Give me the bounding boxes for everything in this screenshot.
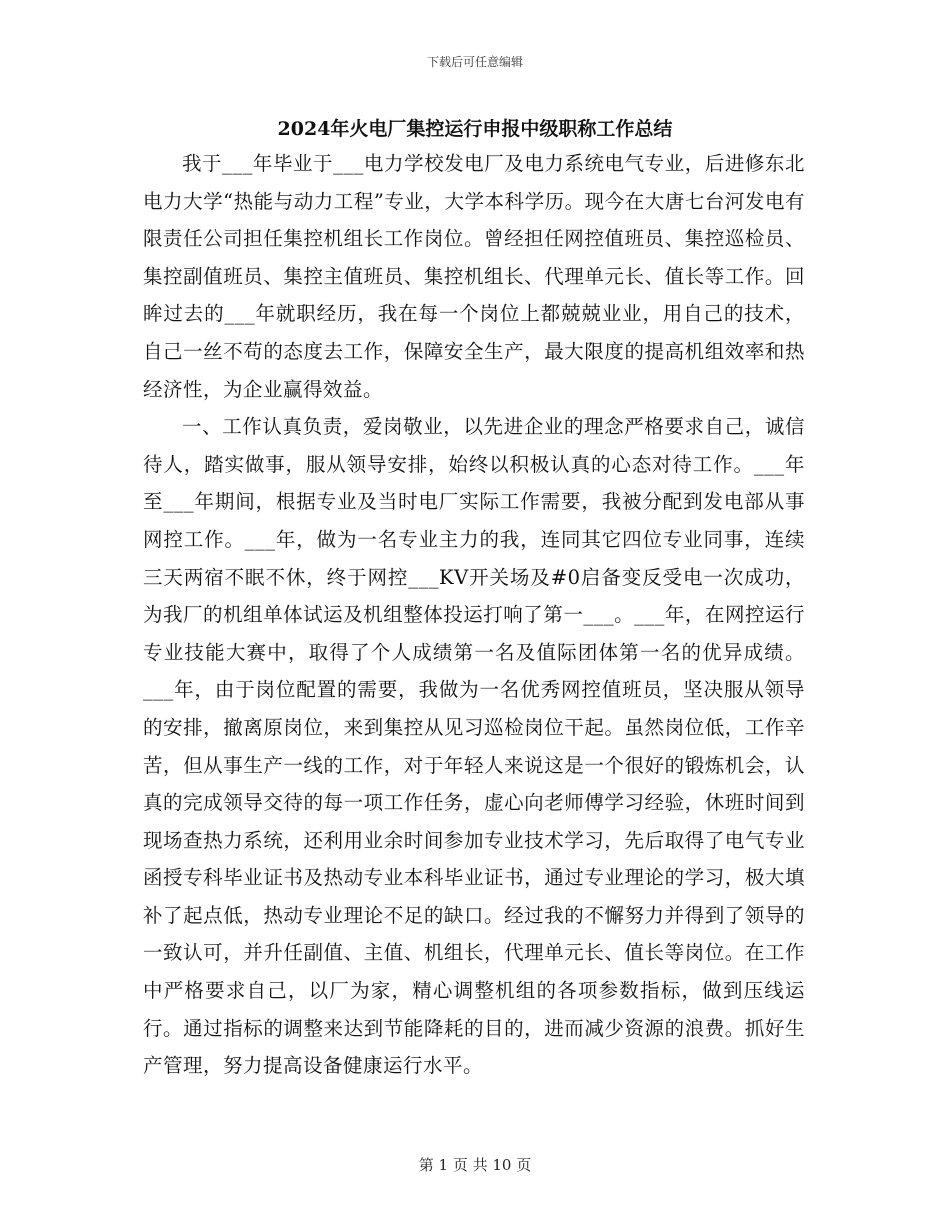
document-title: 2024年火电厂集控运行申报中级职称工作总结 [277,118,673,140]
page-number: 第 1 页 共 10 页 [418,1156,532,1174]
page-header-note: 下载后可任意编辑 [426,55,523,69]
document-body [143,145,805,1085]
paragraph-section-one: 一、工作认真负责，爱岗敬业，以先进企业的理念严格要求自己，诚信待人，踏实做事，服从领导安排，始终以积极认真的心态对待工作。___年至___年期间，根据专业及当时电厂实际工作需要，我被分配到发电部从事网控工作。___年，做为一名专业主力的我，连同其它四位专业同事，连续三天两宿不眠不休，终于网控___KV开关场及#0启备变反受电一次成功，为我厂的机组单体试运及机组整体投运打响了第一___。___年，在网控运行专业技能大赛中，取得了个人成绩第一名及值际团体第一名的优异成绩。___年，由于岗位配置的需要，我做为一名优秀网控值班员，坚决服从领导的安排，撤离原岗位，来到集控从见习巡检岗位干起。虽然岗位低，工作辛苦，但从事生产一线的工作，对于年轻人来说这是一个很好的锻炼机会，认真的完成领导交待的每一项工作任务，虚心向老师傅学习经验，休班时间到现场查热力系统，还利用业余时间参加专业技术学习，先后取得了电气专业函授专科毕业证书及热动专业本科毕业证书，通过专业理论的学习，极大填补了起点低，热动专业理论不足的缺口。经过我的不懈努力并得到了领导的一致认可，并升任副值、主值、机组长，代理单元长、值长等岗位。在工作中严格要求自己，以厂为家，精心调整机组的各项参数指标，做到压线运行。通过指标的调整来达到节能降耗的目的，进而减少资源的浪费。抓好生产管理，努力提高设备健康运行水平。 [143,415,805,1078]
paragraph-education-background: 我于___年毕业于___电力学校发电厂及电力系统电气专业，后进修东北电力大学“热能与动力工程”专业，大学本科学历。现今在大唐七台河发电有限责任公司担任集控机组长工作岗位。曾经担任网控值班员、集控巡检员、集控副值班员、集控主值班员、集控机组长、代理单元长、值长等工作。回眸过去的___年就职经历，我在每一个岗位上都兢兢业业，用自己的技术，自己一丝不苟的态度去工作，保障安全生产，最大限度的提高机组效率和热经济性，为企业赢得效益。 [143,152,805,401]
